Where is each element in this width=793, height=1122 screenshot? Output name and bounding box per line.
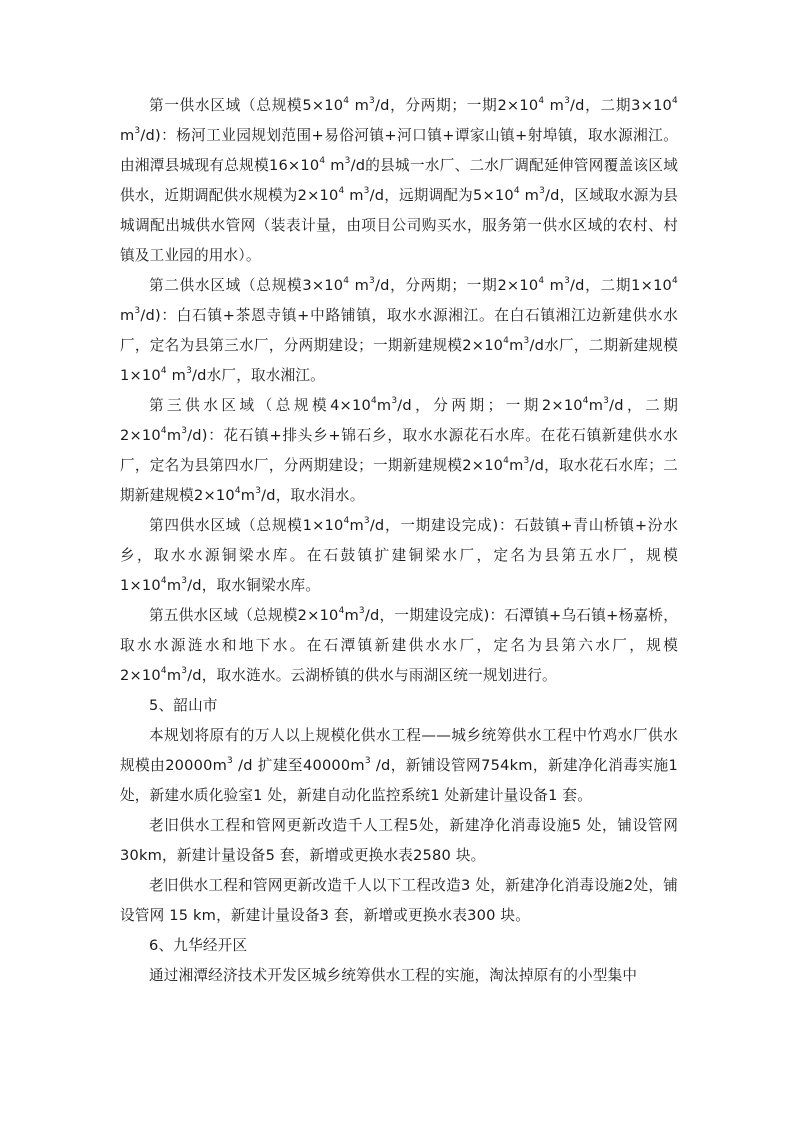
superscript: 3 [523,456,530,467]
superscript: 4 [319,156,326,167]
superscript: 4 [160,366,167,377]
text-run: 第三供水区域（总规模4×10 [149,397,371,414]
body-paragraph [120,391,678,511]
text-run: m [509,337,524,354]
body-paragraph [120,271,678,391]
superscript: 4 [370,396,377,407]
text-run: /d，分两期；一期2×10 [374,97,539,114]
body-paragraph [120,961,678,991]
superscript: 3 [363,186,370,197]
superscript: 3 [363,516,370,527]
body-paragraph [120,871,678,931]
body-paragraph [120,721,678,811]
superscript: 3 [364,756,371,767]
text-run: m [349,517,364,534]
text-run: m [240,487,256,504]
text-run: 老旧供水工程和管网更新改造千人工程5处，新建净化消毒设施5 处，铺设管网30km，新建计量设备5 套，新增或更换水表2580 块。 [120,817,678,864]
text-run: m [376,397,392,414]
text-run: /d，取水涓水。 [261,487,365,504]
superscript: 4 [338,186,345,197]
text-run: m [120,307,135,324]
body-paragraph [120,91,678,271]
superscript: 4 [160,576,167,587]
text-run: 本规划将原有的万人以上规模化供水工程——城乡统筹供水工程中竹鸡水厂供水规模由20000m [120,727,678,774]
text-run: m [344,187,364,204]
text-run: /d，一期建设完成)：石潭镇+乌石镇+杨嘉桥，取水水源涟水和地下水。在石潭镇新建供水水厂，定名为县第六水厂，规模2×10 [120,607,679,684]
text-run: /d，分两期；一期2×10 [374,277,539,294]
document-page [120,91,678,991]
body-paragraph [120,601,678,691]
text-run: /d的县城一水厂、二水厂调配延伸管网覆盖该区域供水，近期调配供水规模为2×10 [120,157,678,204]
superscript: 4 [160,666,167,677]
text-run: /d，远期调配为5×10 [369,187,514,204]
text-run: m [349,277,370,294]
section-heading [120,691,678,721]
superscript: 3 [523,336,530,347]
superscript: 4 [343,516,350,527]
superscript: 3 [564,96,571,107]
text-run: /d)：花石镇+排头乡+锦石乡，取水水源花石水库。在花石镇新建供水水厂，定名为县第四水厂，分两期建设；一期新建规模2×10 [120,427,678,474]
text-run: 第四供水区域（总规模1×10 [149,517,344,534]
text-run: m [588,397,604,414]
superscript: 3 [134,306,141,317]
text-run: 第二供水区域（总规模3×10 [149,277,344,294]
text-run: m [166,427,182,444]
text-run: m [166,367,187,384]
superscript: 4 [538,96,545,107]
text-run: /d，一期建设完成)：石鼓镇+青山桥镇+汾水乡，取水水源铜梁水库。在石鼓镇扩建铜梁水厂，定名为县第五水厂，规模1×10 [120,517,679,594]
superscript: 4 [513,186,520,197]
superscript: 3 [564,276,571,287]
body-paragraph [120,511,678,601]
text-run: m [519,187,540,204]
text-run: /d，新铺设管网754km，新建净化消毒实施1 处，新建水质化验室1 处，新建自动化监控系统1 处新建计量设备1 套。 [120,757,678,804]
section-heading [120,931,678,961]
text-run: /d水厂，二期新建规模1×10 [120,337,678,384]
text-run: /d，二期3×10 [570,97,673,114]
superscript: 3 [358,606,365,617]
text-run: 6、九华经开区 [149,937,248,954]
superscript: 4 [538,276,545,287]
text-run: 通过湘潭经济技术开发区城乡统筹供水工程的实施，淘汰掉原有的小型集中 [149,967,638,984]
superscript: 4 [234,486,241,497]
text-run: 第五供水区域（总规模2×10 [149,607,339,624]
text-run: m [544,97,565,114]
text-run: /d 扩建至40000m [232,757,365,774]
text-run: m [166,577,182,594]
text-run: /d，二期1×10 [570,277,673,294]
superscript: 3 [181,576,188,587]
superscript: 3 [603,396,610,407]
text-run: m [544,277,565,294]
superscript: 3 [227,756,233,767]
text-run: 老旧供水工程和管网更新改造千人以下工程改造3 处，新建净化消毒设施2处，铺设管网 15 km，新建计量设备3 套，新增或更换水表300 块。 [120,877,678,924]
superscript: 4 [672,96,678,107]
text-run: /d，取水花石水库；二期新建规模2×10 [120,457,678,504]
superscript: 3 [369,96,375,107]
superscript: 4 [338,606,345,617]
text-run: m [120,127,135,144]
superscript: 4 [160,426,167,437]
text-run: 5、韶山市 [149,697,218,714]
text-run: /d，二期2×10 [120,397,678,444]
superscript: 4 [503,336,510,347]
text-run: m [325,157,345,174]
superscript: 3 [391,396,398,407]
superscript: 4 [343,276,350,287]
text-run: m [344,607,359,624]
text-run: m [349,97,370,114]
text-run: /d，区域取水源为县城调配出城供水管网（装表计量，由项目公司购买水，服务第一供水区域的农村、村镇及工业园的用水）。 [120,187,678,264]
text-run: /d，取水涟水。云湖桥镇的供水与雨湖区统一规划进行。 [187,667,557,684]
superscript: 3 [186,366,193,377]
superscript: 3 [181,666,188,677]
superscript: 4 [503,456,510,467]
text-run: m [509,457,524,474]
superscript: 3 [369,276,375,287]
text-run: m [166,667,182,684]
superscript: 3 [539,186,546,197]
superscript: 3 [255,486,262,497]
superscript: 4 [582,396,589,407]
text-run: /d，取水铜梁水库。 [187,577,321,594]
superscript: 3 [134,126,141,137]
text-run: 第一供水区域（总规模5×10 [149,97,344,114]
text-run: /d)：杨河工业园规划范围+易俗河镇+河口镇+谭家山镇+射埠镇，取水源湘江。由湘潭县城现有总规模16×10 [120,127,678,174]
superscript: 4 [672,276,678,287]
text-run: /d水厂，取水湘江。 [192,367,325,384]
text-run: /d，分两期；一期2×10 [397,397,583,414]
superscript: 3 [344,156,351,167]
superscript: 3 [181,426,188,437]
superscript: 4 [343,96,350,107]
text-run: /d)：白石镇+茶恩寺镇+中路铺镇，取水水源湘江。在白石镇湘江边新建供水水厂，定名为县第三水厂，分两期建设；一期新建规模2×10 [120,307,678,354]
body-paragraph [120,811,678,871]
